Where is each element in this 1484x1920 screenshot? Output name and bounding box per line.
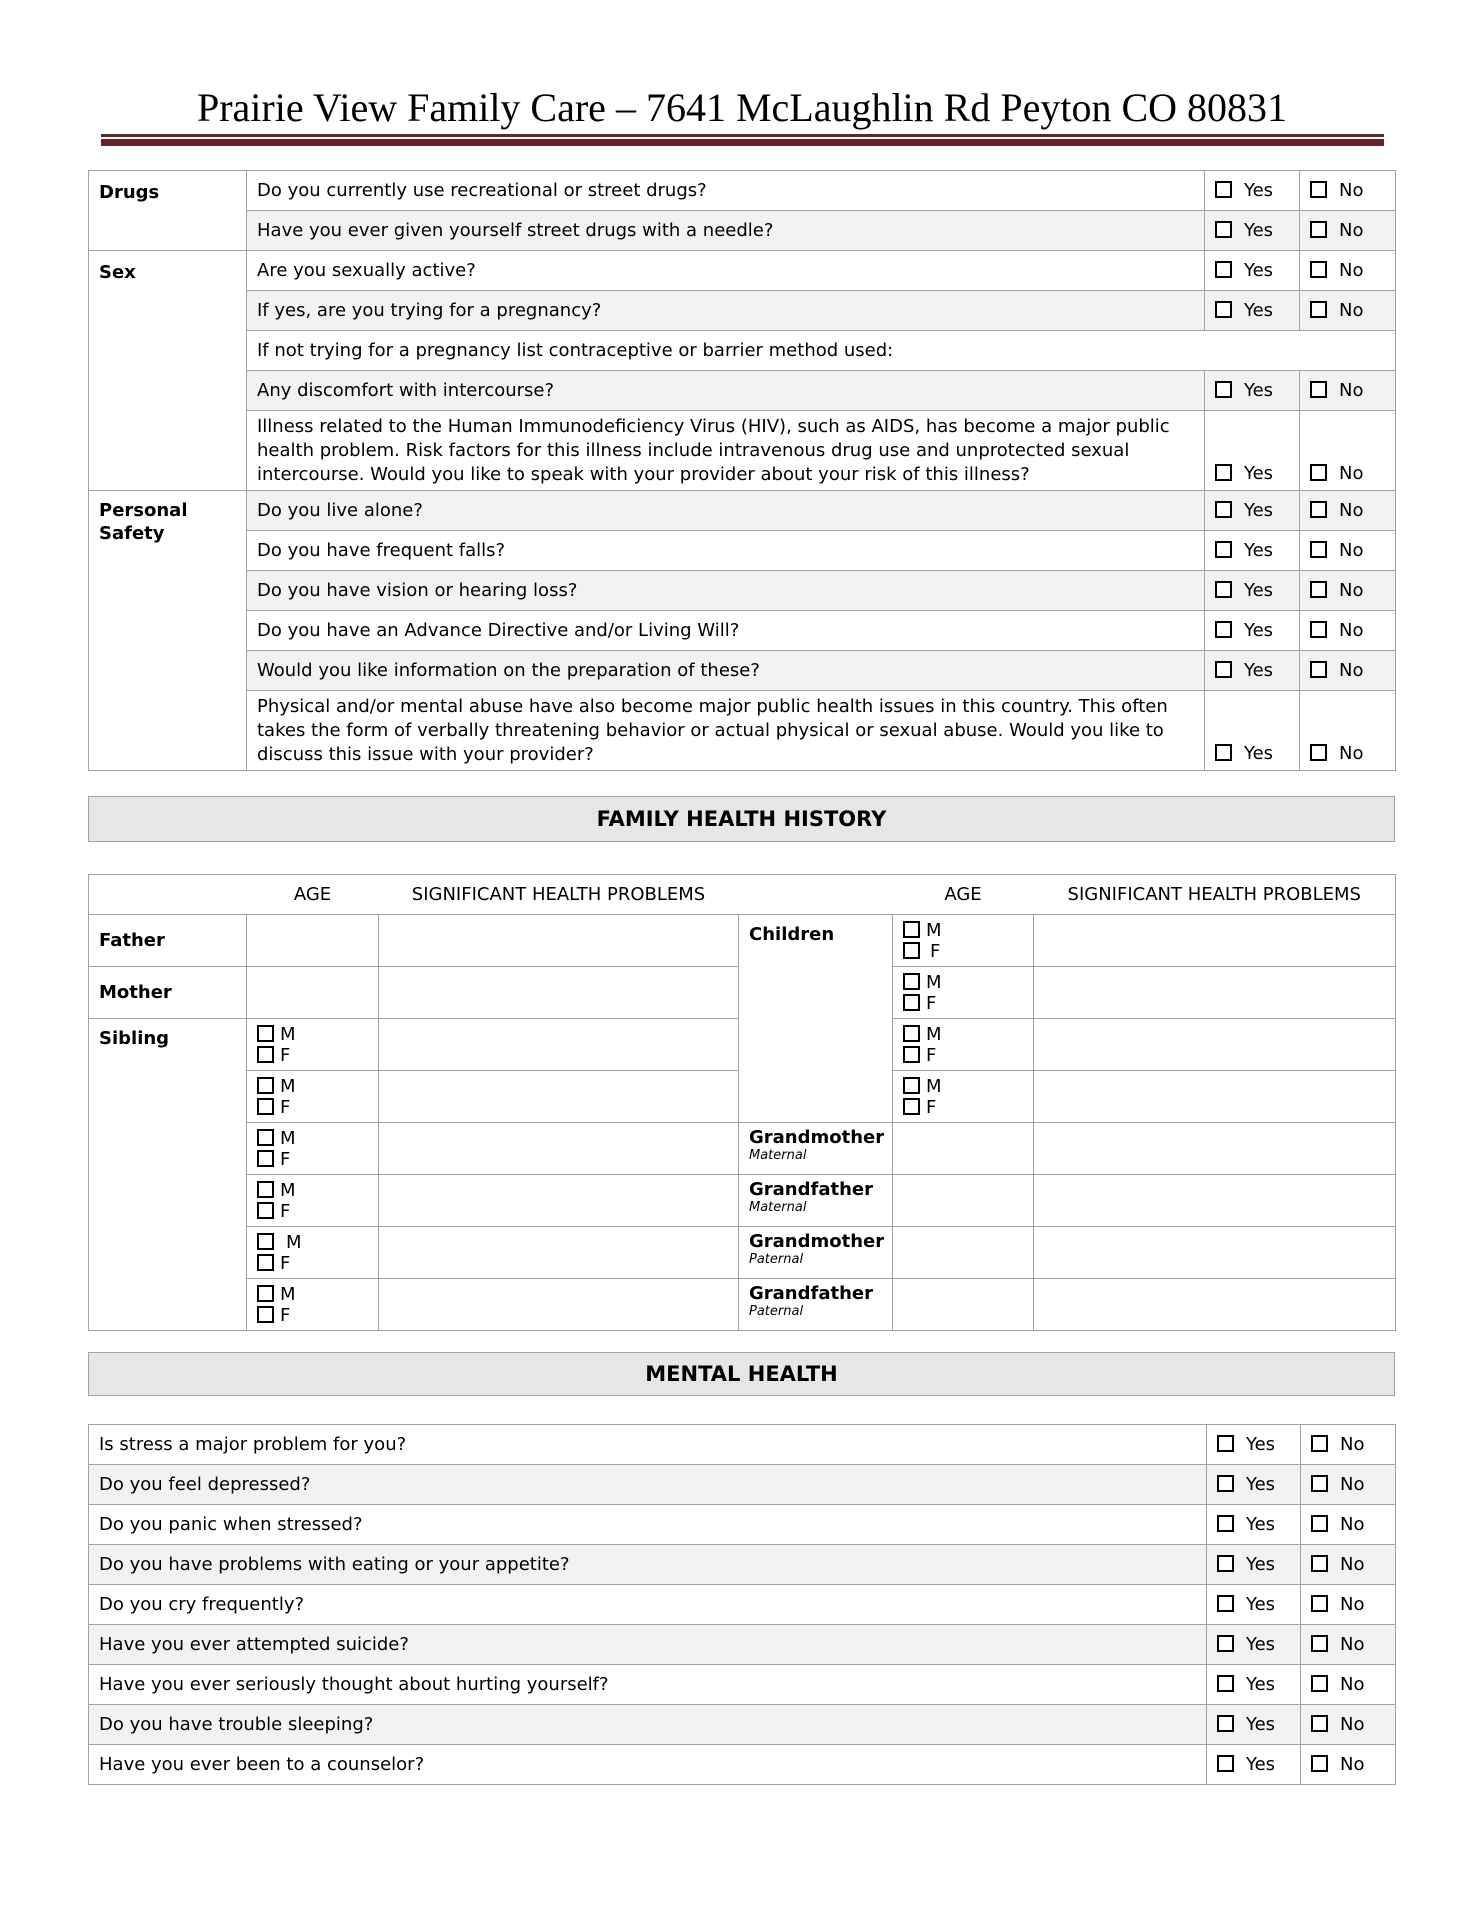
no-checkbox[interactable]	[1310, 221, 1327, 238]
no-checkbox[interactable]	[1310, 581, 1327, 598]
grandfather-maternal-problems-field[interactable]	[1034, 1175, 1396, 1227]
yes-checkbox[interactable]	[1215, 301, 1232, 318]
male-checkbox[interactable]	[903, 973, 920, 990]
contraceptive-row	[89, 331, 1396, 371]
child-problems-field[interactable]	[1034, 1019, 1396, 1071]
grandmother-maternal-age-field[interactable]	[893, 1123, 1034, 1175]
yes-checkbox[interactable]	[1217, 1435, 1234, 1452]
child-problems-field[interactable]	[1034, 1071, 1396, 1123]
question-row	[89, 611, 1396, 651]
yes-option[interactable]: Yes	[1207, 1625, 1301, 1665]
yes-option[interactable]: Yes	[1207, 1465, 1301, 1505]
question-row	[89, 1505, 1396, 1545]
yes-checkbox[interactable]	[1215, 181, 1232, 198]
header-rule-thin	[101, 134, 1384, 137]
yes-checkbox[interactable]	[1215, 541, 1232, 558]
question-row	[89, 211, 1396, 251]
mother-problems-field[interactable]	[379, 967, 739, 1019]
question-row	[89, 1425, 1396, 1465]
no-option[interactable]: No	[1300, 251, 1396, 291]
yes-checkbox[interactable]	[1215, 581, 1232, 598]
sibling-sex-select[interactable]: M F	[247, 1227, 379, 1279]
group-label-drugs: Drugs	[89, 171, 247, 251]
question-text: Have you ever seriously thought about hurting yourself?	[89, 1665, 1207, 1705]
no-checkbox[interactable]	[1310, 501, 1327, 518]
question-row	[89, 171, 1396, 211]
yes-checkbox[interactable]	[1217, 1555, 1234, 1572]
yes-option[interactable]: Yes	[1205, 411, 1300, 491]
grandmother-maternal-problems-field[interactable]	[1034, 1123, 1396, 1175]
question-row	[89, 291, 1396, 331]
no-option[interactable]: No	[1300, 611, 1396, 651]
no-option[interactable]: No	[1301, 1665, 1396, 1705]
yes-option[interactable]: Yes	[1207, 1665, 1301, 1705]
question-text: Any discomfort with intercourse?	[247, 371, 1205, 411]
question-row	[89, 1465, 1396, 1505]
question-text: Have you ever been to a counselor?	[89, 1745, 1207, 1785]
question-text: Have you ever attempted suicide?	[89, 1625, 1207, 1665]
sibling-label: Sibling	[89, 1019, 247, 1331]
yes-checkbox[interactable]	[1215, 464, 1232, 481]
family-header-row	[89, 875, 1396, 915]
yes-option[interactable]: Yes	[1205, 691, 1300, 771]
no-option[interactable]: No	[1300, 371, 1396, 411]
yes-checkbox[interactable]	[1217, 1755, 1234, 1772]
question-text: Do you have frequent falls?	[247, 531, 1205, 571]
no-option[interactable]: No	[1301, 1465, 1396, 1505]
yes-checkbox[interactable]	[1215, 744, 1232, 761]
no-option[interactable]: No	[1300, 411, 1396, 491]
male-checkbox[interactable]	[257, 1025, 274, 1042]
question-text: Do you feel depressed?	[89, 1465, 1207, 1505]
age-header-left: AGE	[247, 875, 379, 915]
question-text: Do you panic when stressed?	[89, 1505, 1207, 1545]
family-row	[89, 1175, 1396, 1227]
yes-option[interactable]: Yes	[1205, 531, 1300, 571]
question-text: Illness related to the Human Immunodeficiency Virus (HIV), such as AIDS, has become a major public health problem. Risk factors for this illness include intravenous drug use and unprotected sexual intercourse. Would you like to speak with your provider about your risk of this illness?	[247, 411, 1205, 491]
father-label: Father	[89, 915, 247, 967]
sibling-problems-field[interactable]	[379, 1019, 739, 1071]
family-row	[89, 1227, 1396, 1279]
no-checkbox[interactable]	[1311, 1635, 1328, 1652]
female-checkbox[interactable]	[903, 1098, 920, 1115]
family-row	[89, 1123, 1396, 1175]
yes-checkbox[interactable]	[1215, 221, 1232, 238]
question-text: Have you ever given yourself street drugs with a needle?	[247, 211, 1205, 251]
group-label-personal-safety: Personal Safety	[89, 491, 247, 771]
no-option[interactable]: No	[1300, 571, 1396, 611]
problems-header-left: SIGNIFICANT HEALTH PROBLEMS	[379, 875, 739, 915]
yes-checkbox[interactable]	[1217, 1635, 1234, 1652]
male-checkbox[interactable]	[257, 1077, 274, 1094]
no-checkbox[interactable]	[1310, 661, 1327, 678]
child-sex-select[interactable]: M F	[893, 967, 1034, 1019]
yes-checkbox[interactable]	[1217, 1515, 1234, 1532]
no-checkbox[interactable]	[1311, 1555, 1328, 1572]
family-health-history-banner: FAMILY HEALTH HISTORY	[88, 796, 1395, 842]
question-row	[89, 491, 1396, 531]
yes-option[interactable]: Yes	[1205, 291, 1300, 331]
question-row	[89, 371, 1396, 411]
no-checkbox[interactable]	[1311, 1715, 1328, 1732]
female-checkbox[interactable]	[257, 1098, 274, 1115]
question-text: Do you have trouble sleeping?	[89, 1705, 1207, 1745]
father-age-field[interactable]	[247, 915, 379, 967]
yes-option[interactable]: Yes	[1207, 1505, 1301, 1545]
question-text: Do you currently use recreational or street drugs?	[247, 171, 1205, 211]
question-row	[89, 1585, 1396, 1625]
problems-header-right: SIGNIFICANT HEALTH PROBLEMS	[1034, 875, 1396, 915]
no-checkbox[interactable]	[1311, 1475, 1328, 1492]
family-row	[89, 1279, 1396, 1331]
yes-option[interactable]: Yes	[1207, 1425, 1301, 1465]
no-option[interactable]: No	[1300, 531, 1396, 571]
male-checkbox[interactable]	[903, 1025, 920, 1042]
question-row	[89, 691, 1396, 771]
sibling-sex-select[interactable]: M F	[247, 1123, 379, 1175]
no-checkbox[interactable]	[1310, 181, 1327, 198]
grandfather-maternal-label: Grandfather Maternal	[739, 1175, 893, 1227]
question-row	[89, 251, 1396, 291]
grandfather-maternal-age-field[interactable]	[893, 1175, 1034, 1227]
lifestyle-table	[88, 170, 1396, 771]
grandmother-maternal-label: Grandmother Maternal	[739, 1123, 893, 1175]
female-checkbox[interactable]	[257, 1254, 274, 1271]
female-checkbox[interactable]	[257, 1202, 274, 1219]
no-option[interactable]: No	[1301, 1505, 1396, 1545]
no-option[interactable]: No	[1301, 1585, 1396, 1625]
question-text: Would you like information on the preparation of these?	[247, 651, 1205, 691]
question-text: Is stress a major problem for you?	[89, 1425, 1207, 1465]
yes-option[interactable]: Yes	[1205, 491, 1300, 531]
yes-checkbox[interactable]	[1217, 1715, 1234, 1732]
child-sex-select[interactable]: M F	[893, 1071, 1034, 1123]
question-row	[89, 1625, 1396, 1665]
female-checkbox[interactable]	[903, 1046, 920, 1063]
no-checkbox[interactable]	[1310, 261, 1327, 278]
no-checkbox[interactable]	[1310, 464, 1327, 481]
female-checkbox[interactable]	[903, 994, 920, 1011]
sibling-sex-select[interactable]: M F	[247, 1175, 379, 1227]
sibling-problems-field[interactable]	[379, 1175, 739, 1227]
sibling-problems-field[interactable]	[379, 1071, 739, 1123]
no-option[interactable]: No	[1301, 1625, 1396, 1665]
question-row	[89, 1545, 1396, 1585]
family-history-table	[88, 874, 1396, 1331]
no-option[interactable]: No	[1301, 1425, 1396, 1465]
mother-label: Mother	[89, 967, 247, 1019]
father-problems-field[interactable]	[379, 915, 739, 967]
male-checkbox[interactable]	[257, 1129, 274, 1146]
yes-checkbox[interactable]	[1217, 1595, 1234, 1612]
question-text: Do you cry frequently?	[89, 1585, 1207, 1625]
question-text: Do you have problems with eating or your appetite?	[89, 1545, 1207, 1585]
yes-option[interactable]: Yes	[1205, 251, 1300, 291]
yes-checkbox[interactable]	[1217, 1475, 1234, 1492]
sibling-sex-select[interactable]: M F	[247, 1071, 379, 1123]
question-row	[89, 1665, 1396, 1705]
no-option[interactable]: No	[1300, 491, 1396, 531]
question-text: Physical and/or mental abuse have also become major public health issues in this country. This often takes the form of verbally threatening behavior or actual physical or sexual abuse. Would you like to discuss this issue with your provider?	[247, 691, 1205, 771]
question-text: If yes, are you trying for a pregnancy?	[247, 291, 1205, 331]
child-sex-select[interactable]: M F	[893, 915, 1034, 967]
page-title: Prairie View Family Care – 7641 McLaughlin Rd Peyton CO 80831	[196, 85, 1288, 130]
question-row	[89, 571, 1396, 611]
yes-option[interactable]: Yes	[1205, 611, 1300, 651]
sibling-problems-field[interactable]	[379, 1279, 739, 1331]
no-checkbox[interactable]	[1311, 1435, 1328, 1452]
yes-option[interactable]: Yes	[1205, 171, 1300, 211]
female-checkbox[interactable]	[257, 1046, 274, 1063]
no-checkbox[interactable]	[1311, 1515, 1328, 1532]
yes-checkbox[interactable]	[1215, 261, 1232, 278]
contraceptive-field[interactable]: If not trying for a pregnancy list contraceptive or barrier method used:	[247, 331, 1396, 371]
yes-option[interactable]: Yes	[1205, 571, 1300, 611]
mental-health-banner: MENTAL HEALTH	[88, 1352, 1395, 1396]
yes-option[interactable]: Yes	[1205, 371, 1300, 411]
question-row	[89, 1745, 1396, 1785]
yes-checkbox[interactable]	[1215, 621, 1232, 638]
yes-option[interactable]: Yes	[1207, 1545, 1301, 1585]
sibling-problems-field[interactable]	[379, 1123, 739, 1175]
yes-option[interactable]: Yes	[1207, 1745, 1301, 1785]
no-option[interactable]: No	[1300, 691, 1396, 771]
child-problems-field[interactable]	[1034, 915, 1396, 967]
grandfather-paternal-label: Grandfather Paternal	[739, 1279, 893, 1331]
no-option[interactable]: No	[1300, 211, 1396, 251]
no-checkbox[interactable]	[1311, 1675, 1328, 1692]
mother-age-field[interactable]	[247, 967, 379, 1019]
yes-checkbox[interactable]	[1215, 661, 1232, 678]
question-row	[89, 651, 1396, 691]
yes-option[interactable]: Yes	[1207, 1585, 1301, 1625]
sibling-sex-select[interactable]: M F	[247, 1019, 379, 1071]
male-checkbox[interactable]	[257, 1181, 274, 1198]
child-problems-field[interactable]	[1034, 967, 1396, 1019]
female-checkbox[interactable]	[903, 942, 920, 959]
no-option[interactable]: No	[1301, 1705, 1396, 1745]
question-text: Do you have vision or hearing loss?	[247, 571, 1205, 611]
no-checkbox[interactable]	[1310, 381, 1327, 398]
group-label-sex: Sex	[89, 251, 247, 491]
sibling-sex-select[interactable]: M F	[247, 1279, 379, 1331]
no-checkbox[interactable]	[1310, 621, 1327, 638]
no-option[interactable]: No	[1300, 171, 1396, 211]
child-sex-select[interactable]: M F	[893, 1019, 1034, 1071]
female-checkbox[interactable]	[257, 1150, 274, 1167]
yes-checkbox[interactable]	[1215, 381, 1232, 398]
sibling-problems-field[interactable]	[379, 1227, 739, 1279]
male-checkbox[interactable]	[257, 1233, 274, 1250]
female-checkbox[interactable]	[257, 1306, 274, 1323]
no-checkbox[interactable]	[1310, 744, 1327, 761]
yes-option[interactable]: Yes	[1205, 211, 1300, 251]
grandmother-paternal-problems-field[interactable]	[1034, 1227, 1396, 1279]
male-checkbox[interactable]	[257, 1285, 274, 1302]
no-option[interactable]: No	[1301, 1545, 1396, 1585]
no-checkbox[interactable]	[1311, 1595, 1328, 1612]
grandmother-paternal-age-field[interactable]	[893, 1227, 1034, 1279]
male-checkbox[interactable]	[903, 921, 920, 938]
yes-option[interactable]: Yes	[1205, 651, 1300, 691]
no-option[interactable]: No	[1300, 291, 1396, 331]
children-label: Children	[739, 915, 893, 1123]
question-row	[89, 531, 1396, 571]
no-checkbox[interactable]	[1311, 1755, 1328, 1772]
no-option[interactable]: No	[1301, 1745, 1396, 1785]
question-text: Do you have an Advance Directive and/or Living Will?	[247, 611, 1205, 651]
question-row	[89, 1705, 1396, 1745]
grandfather-paternal-problems-field[interactable]	[1034, 1279, 1396, 1331]
mental-health-table	[88, 1424, 1396, 1785]
no-checkbox[interactable]	[1310, 541, 1327, 558]
question-row	[89, 411, 1396, 491]
grandmother-paternal-label: Grandmother Paternal	[739, 1227, 893, 1279]
male-checkbox[interactable]	[903, 1077, 920, 1094]
no-option[interactable]: No	[1300, 651, 1396, 691]
yes-option[interactable]: Yes	[1207, 1705, 1301, 1745]
question-text: Are you sexually active?	[247, 251, 1205, 291]
family-row	[89, 915, 1396, 967]
age-header-right: AGE	[893, 875, 1034, 915]
no-checkbox[interactable]	[1310, 301, 1327, 318]
grandfather-paternal-age-field[interactable]	[893, 1279, 1034, 1331]
yes-checkbox[interactable]	[1215, 501, 1232, 518]
header-rule-thick	[101, 139, 1384, 146]
question-text: Do you live alone?	[247, 491, 1205, 531]
yes-checkbox[interactable]	[1217, 1675, 1234, 1692]
